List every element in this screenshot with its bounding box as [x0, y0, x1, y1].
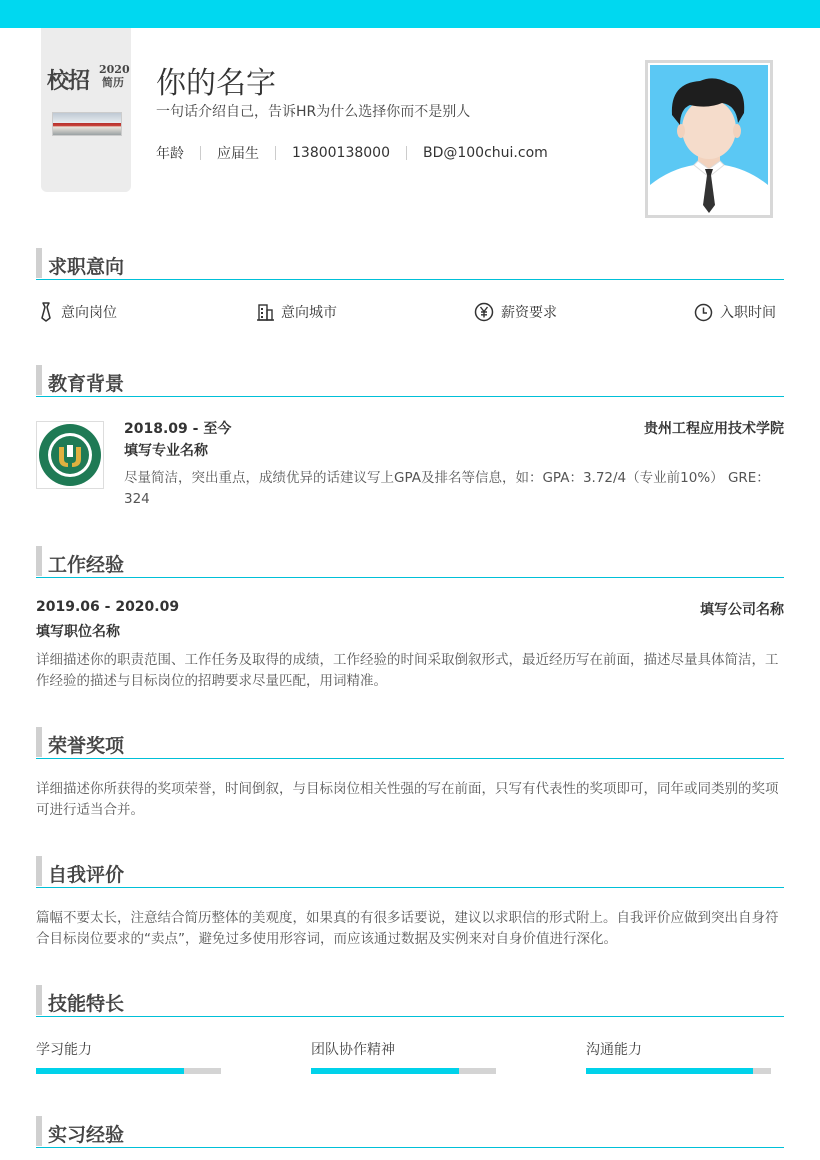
work-company: 填写公司名称 — [700, 602, 784, 618]
badge-side-text — [99, 63, 130, 89]
badge-year: 2020 — [99, 63, 130, 76]
clock-icon — [694, 303, 713, 322]
education-major: 填写专业名称 — [124, 443, 208, 459]
candidate-name: 你的名字 — [156, 66, 276, 101]
section-title: 工作经验 — [48, 554, 125, 576]
skill-bar — [36, 1068, 221, 1074]
education-school: 贵州工程应用技术学院 — [644, 421, 784, 437]
skill-bar-fill — [586, 1068, 753, 1074]
section-marker — [36, 1116, 42, 1146]
tie-icon — [38, 302, 54, 322]
skill-name: 学习能力 — [36, 1042, 92, 1058]
intent-salary — [474, 302, 557, 322]
contact-row — [156, 143, 548, 163]
section-title: 实习经验 — [48, 1124, 125, 1146]
intent-time-label: 入职时间 — [720, 305, 776, 321]
avatar — [645, 60, 773, 218]
intent-city-label: 意向城市 — [281, 305, 337, 321]
intent-time — [694, 302, 776, 322]
contact-email: BD@100chui.com — [422, 145, 548, 161]
divider — [406, 146, 407, 160]
section-marker — [36, 985, 42, 1015]
avatar-illustration — [650, 65, 768, 213]
section-marker — [36, 546, 42, 576]
campus-badge — [41, 28, 131, 192]
section-skills-header — [36, 985, 784, 1017]
section-honors-header — [36, 727, 784, 759]
intent-salary-label: 薪资要求 — [501, 305, 557, 321]
section-marker — [36, 365, 42, 395]
contact-phone: 13800138000 — [292, 145, 390, 161]
section-title: 自我评价 — [48, 864, 125, 886]
school-seal-icon — [38, 423, 102, 487]
section-title: 教育背景 — [48, 373, 125, 395]
yen-icon — [474, 302, 494, 322]
badge-main-text: 校招 — [47, 68, 90, 94]
top-accent-bar — [0, 0, 820, 28]
badge-label: 简历 — [102, 76, 124, 89]
skill-name: 团队协作精神 — [311, 1042, 395, 1058]
self-desc: 篇幅不要太长，注意结合简历整体的美观度，如果真的有很多话要说，建议以求职信的形式附上。自我评价应做到突出自身符合目标岗位要求的“卖点”，避免过多使用形容词，而应该通过数据及实例来对自身价值进行深化。 — [36, 910, 779, 947]
education-desc: 尽量简洁，突出重点，成绩优异的话建议写上GPA及排名等信息，如：GPA：3.72/4（专业前10%） GRE：324 — [124, 470, 770, 507]
contact-status: 应届生 — [217, 146, 259, 162]
self-intro: 一句话介绍自己，告诉HR为什么选择你而不是别人 — [156, 104, 471, 120]
skill-bar — [586, 1068, 771, 1074]
building-icon — [257, 303, 274, 321]
section-work-header — [36, 546, 784, 578]
education-date: 2018.09 - 至今 — [124, 421, 232, 437]
section-intent-header — [36, 248, 784, 280]
section-self-header — [36, 856, 784, 888]
section-marker — [36, 727, 42, 757]
section-marker — [36, 856, 42, 886]
work-position: 填写职位名称 — [36, 624, 120, 640]
intent-position — [38, 302, 117, 322]
skill-name: 沟通能力 — [586, 1042, 642, 1058]
divider — [275, 146, 276, 160]
section-title: 技能特长 — [48, 993, 125, 1015]
contact-age: 年龄 — [156, 146, 184, 162]
skill-bar-fill — [311, 1068, 459, 1074]
intent-city — [257, 302, 337, 322]
work-date: 2019.06 - 2020.09 — [36, 599, 180, 615]
intent-position-label: 意向岗位 — [61, 305, 117, 321]
honors-desc: 详细描述你所获得的奖项荣誉，时间倒叙，与目标岗位相关性强的写在前面，只写有代表性的奖项即可，同年或同类别的奖项可进行适当合并。 — [36, 781, 779, 818]
divider — [200, 146, 201, 160]
section-marker — [36, 248, 42, 278]
skill-bar-fill — [36, 1068, 184, 1074]
school-logo — [36, 421, 104, 489]
section-intern-header — [36, 1116, 784, 1148]
section-title: 荣誉奖项 — [48, 735, 125, 757]
skill-bar — [311, 1068, 496, 1074]
campus-photo — [52, 112, 122, 136]
section-title: 求职意向 — [48, 256, 125, 278]
section-education-header — [36, 365, 784, 397]
work-desc: 详细描述你的职责范围、工作任务及取得的成绩，工作经验的时间采取倒叙形式，最近经历写在前面，描述尽量具体简洁，工作经验的描述与目标岗位的招聘要求尽量匹配，用词精准。 — [36, 652, 779, 689]
